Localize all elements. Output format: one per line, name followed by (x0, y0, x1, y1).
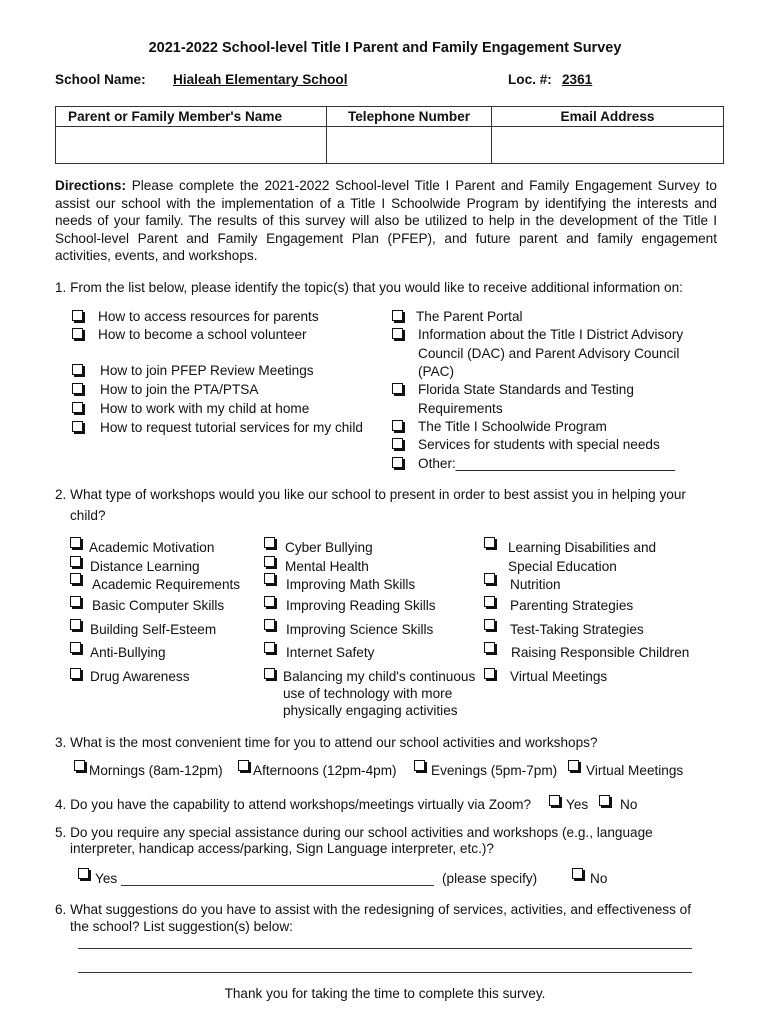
q2-option: Virtual Meetings (510, 669, 608, 684)
q1-option: Florida State Standards and Testing (418, 382, 634, 397)
checkbox-icon[interactable] (484, 642, 495, 653)
q1-other-option[interactable]: Other:_____________________________ (418, 456, 676, 471)
checkbox-icon[interactable] (70, 537, 81, 548)
checkbox-icon[interactable] (264, 668, 275, 679)
q1-option: Information about the Title I District Advisory (418, 327, 684, 342)
q2-option: Improving Science Skills (286, 622, 434, 637)
checkbox-icon[interactable] (484, 596, 495, 607)
q2-option: Learning Disabilities and (508, 540, 657, 555)
q2-option: Drug Awareness (90, 669, 190, 684)
q3-option: Virtual Meetings (586, 763, 684, 778)
loc-label: Loc. #: (508, 72, 552, 87)
checkbox-icon[interactable] (392, 457, 403, 468)
contact-table (55, 106, 724, 164)
checkbox-icon[interactable] (78, 868, 89, 879)
checkbox-icon[interactable] (264, 573, 275, 584)
header-parent-name: Parent or Family Member's Name (56, 107, 327, 127)
q2-option: Academic Requirements (92, 577, 241, 592)
q1-option: The Parent Portal (416, 309, 523, 324)
q2-option: Balancing my child's continuous (283, 669, 476, 684)
q2-option: Academic Motivation (89, 540, 215, 555)
q2-option-continued: physically engaging activities (283, 703, 458, 718)
q2-option-continued: Special Education (508, 559, 617, 574)
q2-option: Anti-Bullying (90, 645, 166, 660)
checkbox-icon[interactable] (392, 438, 403, 449)
q2-option: Distance Learning (90, 559, 200, 574)
q4-yes-label: Yes (566, 797, 589, 812)
suggestion-line[interactable] (78, 972, 692, 973)
email-field[interactable] (492, 127, 724, 164)
q2-question: 2. What type of workshops would you like our school to present in order to best assist you in helping your (55, 487, 686, 502)
directions-label: Directions: (55, 178, 127, 193)
checkbox-icon[interactable] (72, 402, 83, 413)
q2-option: Improving Math Skills (286, 577, 416, 592)
q5-question: 5. Do you require any special assistance during our school activities and workshops (e.g., language (55, 825, 653, 840)
q1-option: How to join PFEP Review Meetings (100, 363, 314, 378)
q5-no-label: No (590, 871, 608, 886)
checkbox-icon[interactable] (264, 556, 275, 567)
q1-option: How to request tutorial services for my child (100, 420, 363, 435)
q6-question-continued: the school? List suggestion(s) below: (70, 919, 293, 934)
school-name-value: Hialeah Elementary School (173, 72, 348, 87)
q2-option: Cyber Bullying (285, 540, 373, 555)
q1-option-continued: Council (DAC) and Parent Advisory Council (418, 346, 680, 361)
parent-name-field[interactable] (56, 127, 327, 164)
school-name-label: School Name: (55, 72, 146, 87)
q6-question: 6. What suggestions do you have to assist with the redesigning of services, activities, and effectiveness of (55, 902, 691, 917)
checkbox-icon[interactable] (72, 328, 83, 339)
checkbox-icon[interactable] (572, 868, 583, 879)
q3-option: Evenings (5pm-7pm) (431, 763, 558, 778)
directions (55, 177, 717, 265)
q5-specify-label: (please specify) (442, 871, 538, 886)
q4-no-label: No (620, 797, 638, 812)
checkbox-icon[interactable] (484, 619, 495, 630)
checkbox-icon[interactable] (392, 383, 403, 394)
checkbox-icon[interactable] (72, 364, 83, 375)
checkbox-icon[interactable] (70, 573, 81, 584)
q1-option: How to join the PTA/PTSA (100, 382, 259, 397)
checkbox-icon[interactable] (392, 420, 403, 431)
checkbox-icon[interactable] (70, 556, 81, 567)
q3-option: Afternoons (12pm-4pm) (253, 763, 397, 778)
checkbox-icon[interactable] (70, 642, 81, 653)
checkbox-icon[interactable] (264, 537, 275, 548)
telephone-field[interactable] (327, 127, 492, 164)
checkbox-icon[interactable] (264, 619, 275, 630)
q2-question-continued: child? (70, 508, 106, 523)
checkbox-icon[interactable] (392, 310, 403, 321)
checkbox-icon[interactable] (74, 760, 85, 771)
q5-yes-label: Yes (95, 871, 118, 886)
checkbox-icon[interactable] (484, 668, 495, 679)
q1-option: Services for students with special needs (418, 437, 660, 452)
q1-question: 1. From the list below, please identify the topic(s) that you would like to receive additional information on: (55, 280, 683, 295)
checkbox-icon[interactable] (599, 795, 610, 806)
q2-option: Nutrition (510, 577, 561, 592)
q1-option: How to access resources for parents (98, 309, 319, 324)
q5-specify-line[interactable] (121, 885, 434, 886)
survey-title: 2021-2022 School-level Title I Parent and Family Engagement Survey (148, 40, 622, 56)
q1-option: How to work with my child at home (100, 401, 310, 416)
q3-option: Mornings (8am-12pm) (89, 763, 223, 778)
checkbox-icon[interactable] (392, 328, 403, 339)
checkbox-icon[interactable] (72, 310, 83, 321)
q2-option: Internet Safety (286, 645, 375, 660)
checkbox-icon[interactable] (72, 421, 83, 432)
checkbox-icon[interactable] (70, 619, 81, 630)
q4-question: 4. Do you have the capability to attend workshops/meetings virtually via Zoom? (55, 797, 532, 812)
header-telephone: Telephone Number (327, 107, 492, 127)
checkbox-icon[interactable] (414, 760, 425, 771)
checkbox-icon[interactable] (70, 596, 81, 607)
q2-option: Basic Computer Skills (92, 598, 225, 613)
q1-option-continued: Requirements (418, 401, 503, 416)
checkbox-icon[interactable] (549, 795, 560, 806)
q2-option: Test-Taking Strategies (510, 622, 644, 637)
q2-option: Building Self-Esteem (90, 622, 217, 637)
q2-option: Improving Reading Skills (286, 598, 436, 613)
q2-option: Raising Responsible Children (511, 645, 690, 660)
suggestion-line[interactable] (78, 948, 692, 949)
checkbox-icon[interactable] (264, 596, 275, 607)
thank-you-footer: Thank you for taking the time to complete this survey. (224, 986, 546, 1001)
checkbox-icon[interactable] (72, 383, 83, 394)
q1-option: How to become a school volunteer (98, 327, 307, 342)
q3-question: 3. What is the most convenient time for you to attend our school activities and workshops? (55, 735, 598, 750)
header-email: Email Address (492, 107, 724, 127)
checkbox-icon[interactable] (568, 760, 579, 771)
checkbox-icon[interactable] (264, 642, 275, 653)
checkbox-icon[interactable] (70, 668, 81, 679)
q1-option-continued: (PAC) (418, 364, 454, 379)
checkbox-icon[interactable] (484, 573, 495, 584)
q2-option-continued: use of technology with more (283, 686, 453, 701)
loc-value: 2361 (562, 72, 593, 87)
q2-option: Mental Health (285, 559, 369, 574)
q2-option: Parenting Strategies (510, 598, 634, 613)
checkbox-icon[interactable] (484, 537, 495, 548)
q5-question-continued: interpreter, handicap access/parking, Sign Language interpreter, etc.)? (70, 841, 494, 856)
directions-text: Please complete the 2021-2022 School-level Title I Parent and Family Engagement Survey to assist our school with the implementation of a Title I Schoolwide Program by identifying the interests and needs of your family. The results of this survey will also be utilized to help in the development of the Title I School-level Parent and Family Engagement Plan (PFEP), and future parent and family engagement activities, events, and workshops. (55, 178, 717, 263)
q1-option: The Title I Schoolwide Program (418, 419, 607, 434)
checkbox-icon[interactable] (238, 760, 249, 771)
